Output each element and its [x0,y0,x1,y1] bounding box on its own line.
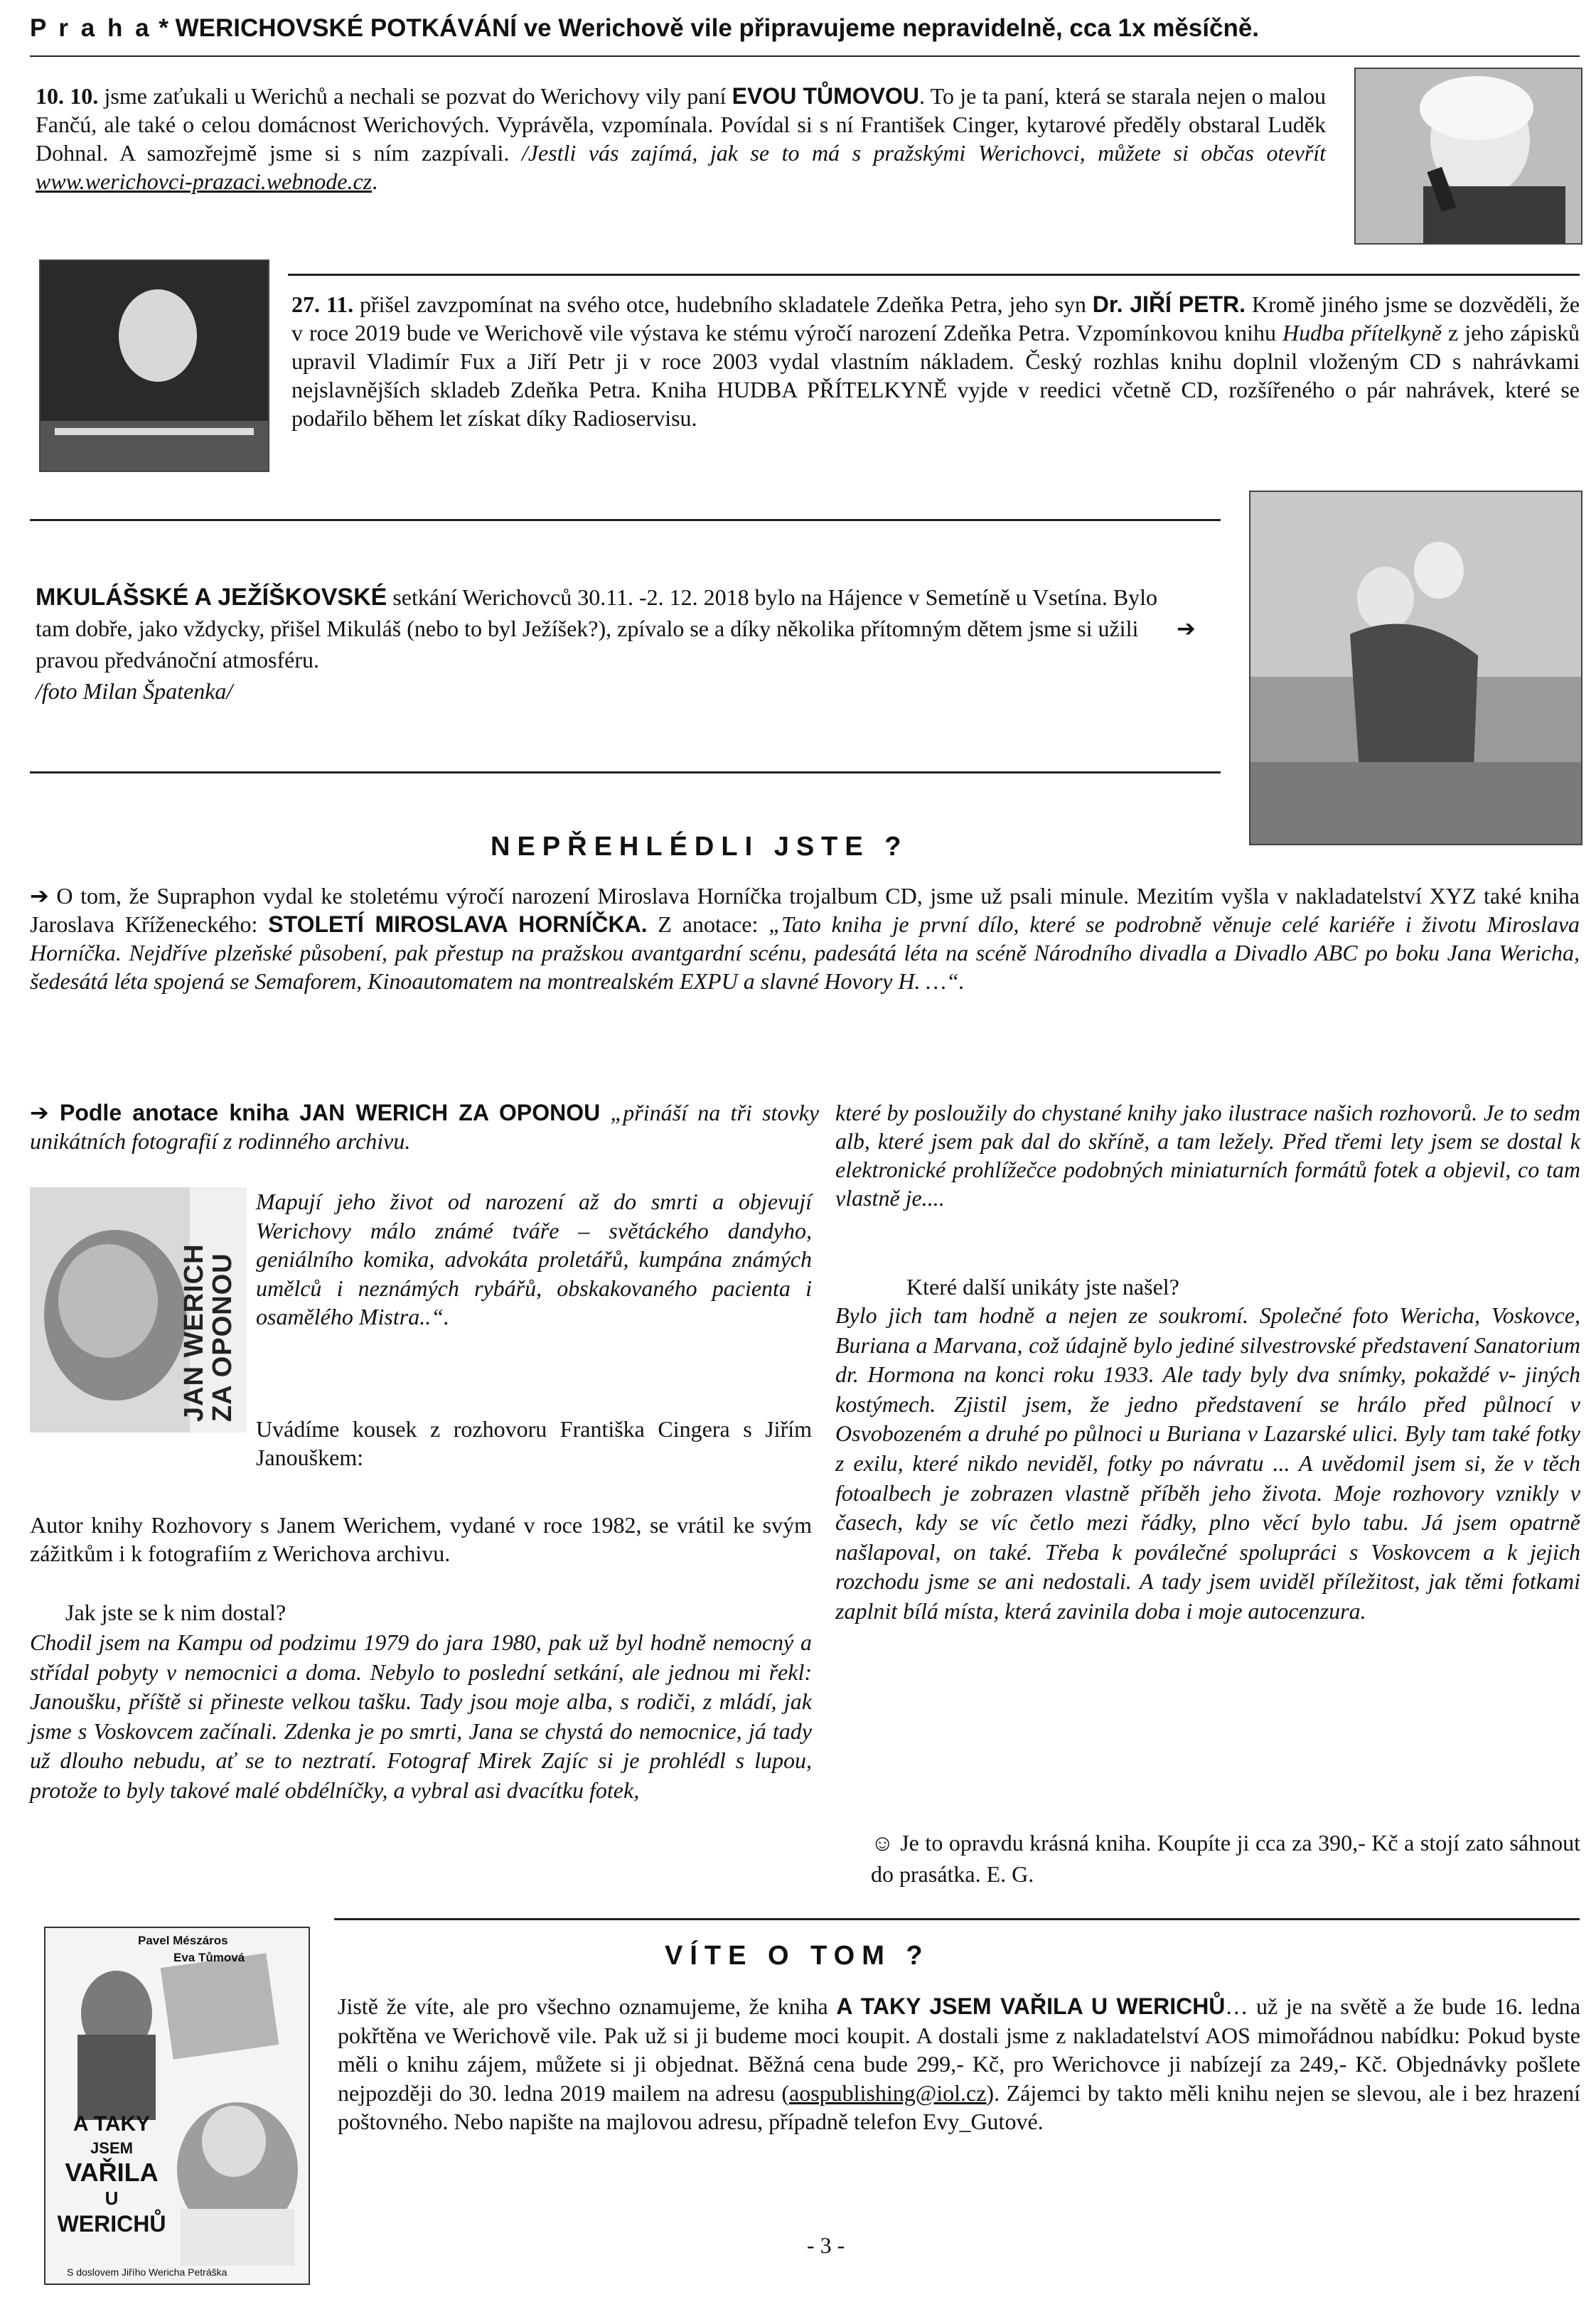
interview-question-2: Které další unikáty jste našel? [906,1274,1179,1300]
arrow-icon: ➔ [1177,616,1196,641]
header-title: WERICHOVSKÉ POTKÁVÁNÍ [175,14,517,42]
header-city: P r a h a [30,14,152,42]
article-varila-book: A TAKY JSEM VAŘILA U WERICHŮ [836,1993,1226,2019]
interview-answer-1-cont: které by posloužily do chystané knihy jako ilustrace našich rozhovorů. Je to sedm alb, které jsem pak dal do skříně, a tam ležely. Před třemi lety jsem se dostal k elektronické prohlížečce podobných miniaturních formátů fotek a objevil, co tam vlastně je.... [835,1100,1580,1211]
photo-jiri-petr [39,259,269,472]
photo-mikulas-meeting [1249,491,1582,845]
article-tumova-note: /Jestli vás zajímá, jak se to má s pražskými Werichovci, můžete si občas otevřít [521,140,1327,166]
article-petr-text-3: z jeho zápisků upravil Vladimír Fux a Jiří Petr ji v roce 2003 vydal vlastním nákladem. Český rozhlas knihu doplnil vloženým CD s nahrávkami nejslavnějších skladeb Zdeňka Petra. Kniha HUDBA PŘÍTELKYNĚ vyjde v reedici včetně CD, rozšířeného o pár nahrávek, které se podařilo během let získat díky Radioservisu. [291,320,1580,431]
section-heading-vite: VÍTE O TOM ? [665,1941,930,1971]
werichovci-prazaci-link[interactable]: www.werichovci-prazaci.webnode.cz [36,168,373,194]
section-vite-divider [334,1918,1580,1920]
werich-book-intro [30,1415,812,1472]
section-heading-neprehledli: NEPŘEHLÉDLI JSTE ? [491,832,909,862]
werich-book-title: JAN WERICH ZA OPONOU [299,1100,601,1125]
werich-book-closing [871,1827,1580,1890]
arrow-icon: ➔ [30,1100,49,1125]
smiley-icon: ☺ [871,1830,894,1856]
article-varila [338,1992,1580,2136]
photo-credit: /foto Milan Špatenka/ [36,678,233,704]
page-number: - 3 - [807,2232,845,2258]
article-varila-text-1: Jistě že víte, ale pro všechno oznamujeme, že kniha [338,1993,837,2019]
article-tumova-divider [288,274,1580,276]
cover-varila-title-5: WERICHŮ [57,2211,166,2237]
header-divider [30,55,1580,57]
werich-book-closing-text: Je to opravdu krásná kniha. Koupíte ji cca za 390,- Kč a stojí zato sáhnout do prasátka. E. G. [871,1830,1580,1887]
cover-varila-title-1: A TAKY [73,2112,151,2136]
article-petr-name: Dr. JIŘÍ PETR. [1092,291,1246,317]
article-tumova [36,82,1326,196]
article-petr-date: 27. 11. [291,291,354,317]
werich-book-lead-text: Podle anotace kniha [48,1100,300,1125]
article-petr-text-2: Kromě jiného jsme se dozvěděli, že v roce 2019 bude ve Werichově vile výstava ke stému výročí narození Zdeňka Petra. Vzpomínkovou knihu [291,291,1580,346]
email-link[interactable]: aospublishing@iol.cz [788,2079,987,2106]
article-varila-text-2: … už je na světě a že bude 16. ledna pokřtěna ve Werichově vile. Pak už si ji budeme moci koupit. A dostali jsme z nakladatelství AOS mimořádnou nabídku: Pokud byste měli o knihu zájem, můžete si ji objednat. Běžná cena bude 299,- Kč, pro Werichovce ji nabízejí za 249,- Kč. Objednávky pošlete nejpozději do 30. ledna 2019 mailem na adresu ( [338,1993,1581,2106]
photo-jiri-petr-graphic [41,261,268,471]
article-tumova-name: EVOU TŮMOVOU [732,83,919,109]
interview-answer-1: Chodil jsem na Kampu od podzimu 1979 do jara 1980, pak už byl hodně nemocný a střídal pobyty v nemocnici a doma. Nebylo to poslední setkání, ale jednou mi řekl: Janoušku, příště si přineste velkou tašku. Tady jsou moje alba, s rodiči, z mládí, jak jsme s Voskovcem začínali. Zdenka je po smrti, Jana se chystá do nemocnice, já tady už dlouho nebudu, ať se to neztratí. Fotograf Mirek Zajíc si je prohlédl s lupou, protože to byly takové malé obdélníčky, a vybral asi dvacítku fotek, [30,1629,812,1803]
photo-eva-tumova-graphic [1356,69,1581,243]
article-mikulas-text: setkání Werichovců 30.11. -2. 12. 2018 bylo na Hájence v Semetíně u Vsetína. Bylo tam dobře, jako vždycky, přišel Mikuláš (nebo to byl Ježíšek?), zpívalo se a díky několika přítomným dětem jsme si užili pravou předvánoční atmosféru. [36,584,1158,673]
cover-jan-werich-za-oponou [30,1187,247,1433]
photo-eva-tumova [1354,68,1582,245]
cover-varila-title-2: JSEM [90,2139,133,2157]
article-petr-book: Hudba přítelkyně [1282,320,1442,346]
cover-werich-text-2: ZA OPONOU [208,1253,237,1422]
photo-mikulas-graphic [1250,492,1581,844]
interview-answer-2: Bylo jich tam hodně a nejen ze soukromí. Společné foto Wericha, Voskovce, Buriana a Marvana, což údajně bylo jediné silvestrovské představení Sanatorium dr. Hormona na konci roku 1933. Ale tady byly dva snímky, pokaždé v- jiných kostýmech. Zjistil jsem, že jedno představení se hrálo před půlnocí v Osvobozeném a druhé po půlnoci u Buriana v Lazarské ulici. Byly tam také fotky z exilu, které nikdo neviděl, fotky po návratu ... A uvědomil jsem si, že v těch fotoalbech je zobrazen vlastně příběh jeho života. Moje rozhovory vznikly v časech, kdy se víc četlo mezi řádky, plno věcí bylo tabu. Já jsem opatrně našlapoval, on také. Třeba k poválečné spolupráci s Voskovcem a k jejich rozchodu jsme se ani nedostali. A tady jsem uviděl příležitost, jak těmi fotkami zaplnit bílá místa, která zavinila doba i moje autocenzura. [835,1302,1580,1624]
werich-book-quote-start: „přináší na tři stovky unikátních fotografií z rodinného archivu. [30,1100,820,1154]
interview-question-1: Jak jste se k nim dostal? [65,1600,286,1625]
werich-book-quote-cont: Mapují jeho život od narození až do smrti a objevují Werichovy málo známé tváře – světáckého dandyho, geniálního komika, advokáta proletářů, kumpána známých umělců i neznámých rybářů, obskakovaného pacienta i osamělého Mistra..“. [256,1189,812,1329]
article-petr-divider [30,519,1221,521]
article-tumova-end: . [372,168,378,194]
header-star: * [159,14,168,42]
cover-varila-title-3: VAŘILA [65,2158,159,2187]
article-hornicek-text-2: Z anotace: [647,911,769,937]
article-petr [291,290,1580,432]
werich-book-lead [30,1098,819,1155]
article-hornicek [30,882,1580,995]
article-tumova-text-1: jsme zaťukali u Werichů a nechali se pozvat do Werichovy vily paní [98,83,732,109]
cover-varila-title-4: U [105,2188,119,2209]
werich-book-p2: Autor knihy Rozhovory s Janem Werichem, vydané v roce 1982, se vrátil ke svým zážitkům i k fotografiím z Werichova archivu. [30,1512,812,1566]
werich-book-intro-text: Uvádíme kousek z rozhovoru Františka Cingera s Jiřím Janouškem: [256,1416,812,1470]
article-mikulas-title: MKULÁŠSKÉ A JEŽÍŠKOVSKÉ [36,584,387,611]
cover-werich-text-1: JAN WERICH [179,1243,209,1422]
header-rest: ve Werichově vile připravujeme nepravidelně, cca 1x měsíčně. [523,14,1260,42]
article-mikulas-divider [30,771,1221,773]
article-petr-text-1: přišel zavzpomínat na svého otce, hudebního skladatele Zdeňka Petra, jeho syn [353,291,1093,317]
cover-varila-author-1: Pavel Mészáros [138,1934,228,1947]
article-mikulas [36,582,1166,707]
article-tumova-date: 10. 10. [36,83,99,109]
cover-varila-footer: S doslovem Jiřího Wericha Petráška [67,2266,227,2278]
article-hornicek-text: O tom, že Supraphon vydal ke stoletému výročí narození Miroslava Horníčka trojalbum CD, jsme už psali minule. Mezitím vyšla v nakladatelství XYZ také kniha Jaroslava Kříženeckého: [30,883,1580,937]
cover-a-taky-jsem-varila [44,1927,310,2285]
page-header [30,14,1580,43]
cover-varila-author-2: Eva Tůmová [173,1951,245,1964]
article-hornicek-quote: „Tato kniha je první dílo, které se podrobně věnuje celé kariéře i životu Miroslava Horníčka. Nejdříve plzeňské působení, pak přestup na pražskou avantgardní scénu, padesátá léta na scéně Národního divadla a Divadlo ABC po boku Jana Wericha, šedesátá léta spojená se Semaforem, Kinoautomatem na montrealském EXPU a slavné Hovory H. …“. [30,911,1580,994]
article-hornicek-book: STOLETÍ MIROSLAVA HORNÍČKA. [268,911,648,937]
article-tumova-text-2: . To je ta paní, která se starala nejen o malou Fančú, ale také o celou domácnost Werichových. Vyprávěla, vzpomínala. Povídal si s ní František Cinger, kytarové předěly obstaral Luděk Dohnal. A samozřejmě jsme si s ním zazpívali. [36,83,1327,166]
cover-varila-title [51,2109,172,2239]
arrow-icon: ➔ [30,883,49,909]
article-varila-text-3: ). Zájemci by takto měli knihu nejen se slevou, ale i bez hrazení poštovného. Nebo napište na majlovou adresu, případně telefon Evy_Gutové. [338,2079,1580,2134]
